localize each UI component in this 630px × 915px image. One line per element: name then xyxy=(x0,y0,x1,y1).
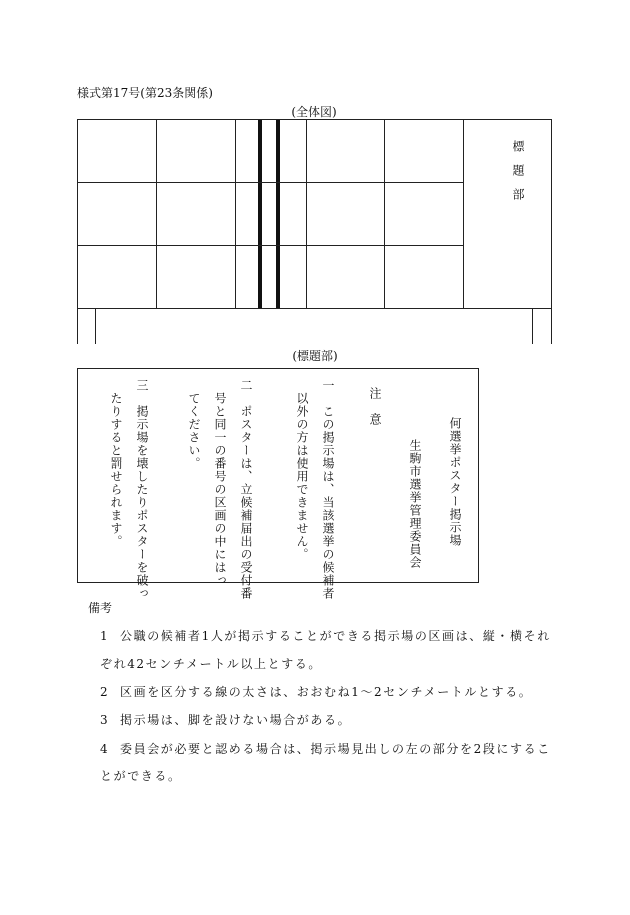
remark-num: 3 xyxy=(100,713,110,727)
remark-line: 委員会が必要と認める場合は、掲示場見出しの左の部分を2段にするこ xyxy=(120,742,551,756)
notice-item-2-cont: 号と同一の番号の区画の中にはっ xyxy=(213,392,227,587)
form-number: 様式第17号(第23条関係) xyxy=(77,86,213,100)
notice-item-3 xyxy=(131,379,153,600)
board-title: 何選挙ポスター掲示場 xyxy=(448,417,462,547)
title-part-label: 標題部 xyxy=(511,140,525,212)
remark-num: 4 xyxy=(100,742,110,756)
remark-num: 2 xyxy=(100,685,110,699)
remark-line: 掲示場は、脚を設けない場合がある。 xyxy=(120,713,352,727)
notice-item-2 xyxy=(235,379,257,600)
poster-grid xyxy=(78,120,463,308)
notice-num: 三 xyxy=(135,379,149,392)
remark-line: 公職の候補者1人が掲示することができる掲示場の区画は、縦・横それ xyxy=(120,629,551,643)
remark-item-4 xyxy=(100,740,551,757)
notice-item-1-cont: 以外の方は使用できません。 xyxy=(295,392,309,561)
remarks-heading: 備考 xyxy=(88,601,113,615)
grid-line xyxy=(235,120,236,308)
title-part-box xyxy=(77,368,479,600)
title-section-caption: (標題部) xyxy=(292,349,338,363)
notice-item-2-cont: てください。 xyxy=(187,392,201,470)
notice-heading: 注 意 xyxy=(368,387,382,426)
committee-name: 生駒市選挙管理委員会 xyxy=(408,439,422,569)
remark-item-3 xyxy=(100,711,351,728)
notice-line: ポスターは、立候補届出の受付番 xyxy=(239,405,253,600)
notice-line: この掲示場は、当該選挙の候補者 xyxy=(321,405,335,600)
remark-item-2 xyxy=(100,683,532,700)
notice-item-1 xyxy=(317,379,339,600)
notice-num: 一 xyxy=(321,379,335,392)
notice-line: 掲示場を壊したりポスターを破っ xyxy=(135,405,149,600)
grid-line xyxy=(306,120,307,308)
notice-item-3-cont: たりすると罰せられます。 xyxy=(109,392,123,548)
overall-diagram-caption: (全体図) xyxy=(291,105,337,119)
board-bottom-edge xyxy=(78,308,551,309)
grid-line xyxy=(156,120,157,308)
divider-line xyxy=(258,120,262,308)
remark-line: 区画を区分する線の太さは、おおむね1～2センチメートルとする。 xyxy=(120,685,533,699)
leg-left xyxy=(95,308,96,344)
remark-item-1 xyxy=(100,627,551,644)
divider-line xyxy=(276,120,280,308)
grid-line xyxy=(78,245,463,246)
overall-diagram xyxy=(77,119,552,344)
notice-num: 二 xyxy=(239,379,253,392)
remark-num: 1 xyxy=(100,629,110,643)
title-cell xyxy=(463,120,552,308)
leg-right xyxy=(532,308,533,344)
remark-item-1-cont: ぞれ42センチメートル以上とする。 xyxy=(100,657,322,671)
grid-line xyxy=(78,182,463,183)
grid-line xyxy=(384,120,385,308)
remark-item-4-cont: とができる。 xyxy=(100,769,182,783)
